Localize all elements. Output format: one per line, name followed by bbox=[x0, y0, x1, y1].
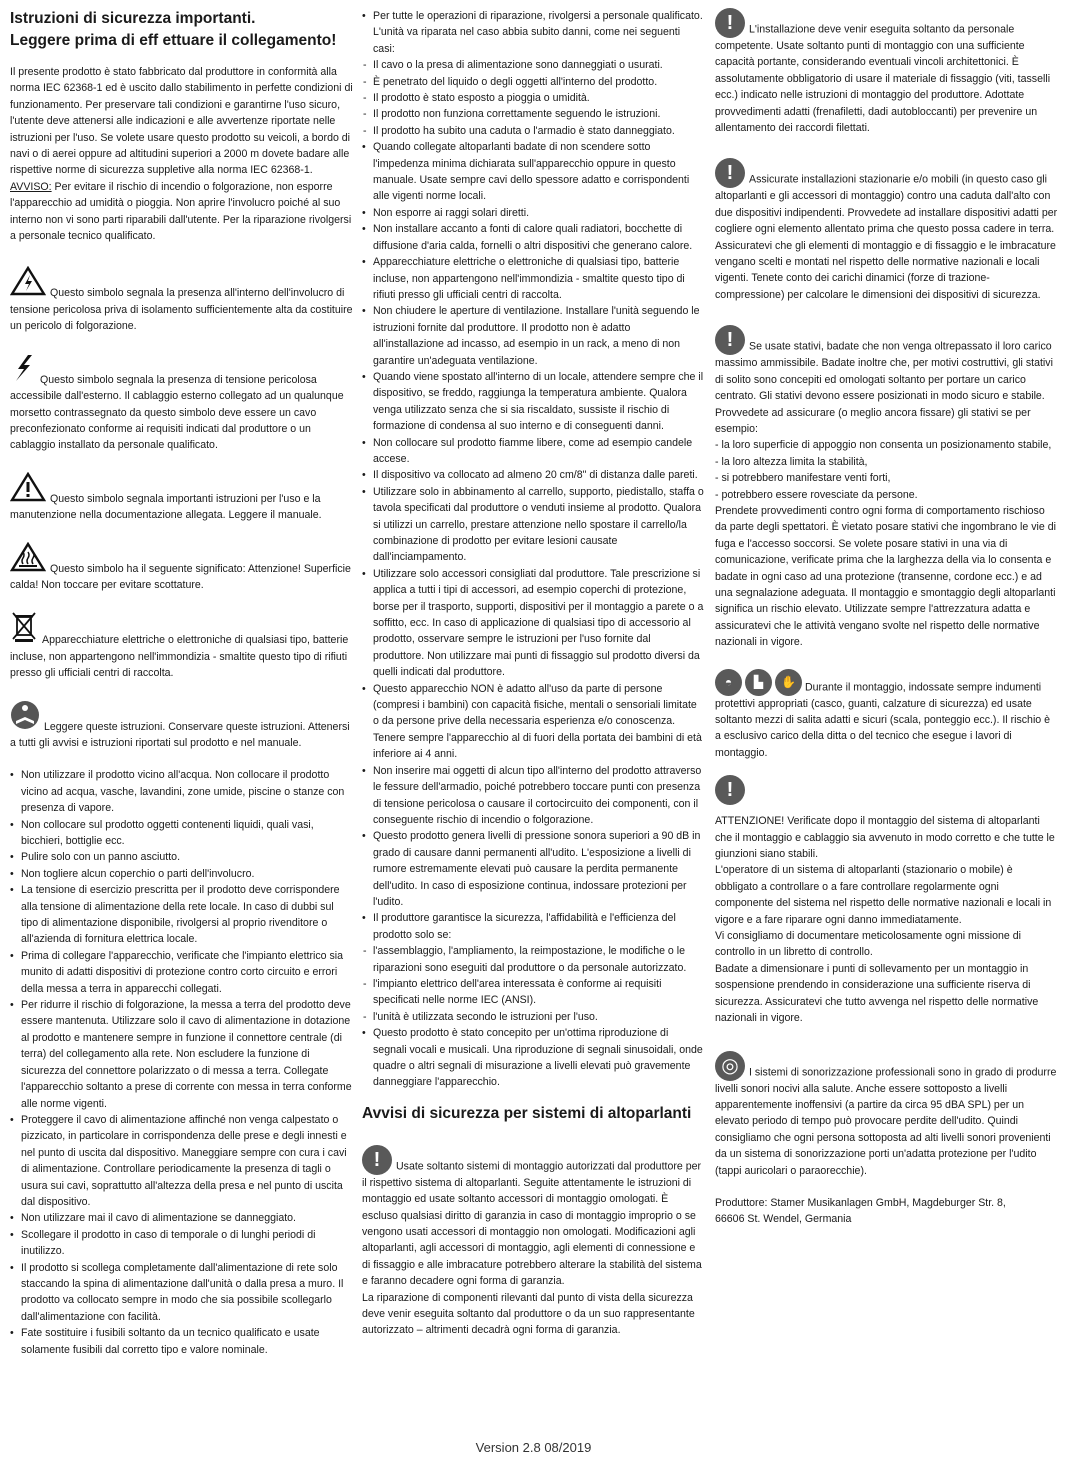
list-item: • La tensione di esercizio prescritta per il prodotto deve corrispondere alla tensione di alimentazione della rete locale. In caso di dubbi sul tipo di alimentazione disponibile, rivolgersi al proprio rivenditore o all'azienda di fornitura elettrica locale. bbox=[10, 882, 353, 948]
list-item: • Utilizzare solo accessori consigliati dal produttore. Tale prescrizione si applica a tutti i tipi di accessori, ad esempio coperchi di protezione, borse per il trasporto, supporti, dispositivi per il montaggio a parete o a soffitto, ecc. In caso di applicazione di qualsiasi tipo di accessorio al prodotto, osservare sempre le istruzioni per l'uso fornite dal produttore. Non utilizzare mai punti di fissaggio sul prodotto diversi da quelli indicati dal produttore. bbox=[362, 566, 704, 681]
producer-line-2: 66606 St. Wendel, Germania bbox=[715, 1213, 852, 1226]
list-item: • Non inserire mai oggetti di alcun tipo all'interno del prodotto attraverso le fessure dell'armadio, poiché potrebbero toccare punti con presenza di tensione pericolosa o causare il cortocircuito dei componenti, con il conseguente rischio di incendio o folgorazione. bbox=[362, 763, 704, 829]
list-item: • Utilizzare solo in abbinamento al carrello, supporto, piedistallo, staffa o tavola specificati dal produttore o venduti insieme al prodotto. Qualora si utilizzi un carrello, prestare attenzione nello spostare il carrello/la combinazione di prodotto per evitare lesioni causate dall'inciampamento. bbox=[362, 484, 704, 566]
notice-exclamation bbox=[10, 472, 353, 524]
column-left bbox=[10, 8, 353, 1358]
speaker-mounting-text: Usate soltanto sistemi di montaggio autorizzati dal produttore per il rispettivo sistema di altoparlanti. Seguite attentamente le istruzioni di montaggio ed usate soltanto accessori di montaggio omologati. È escluso qualsiasi diritto di garanzia in caso di montaggio improprio o se vengono usati accessori di montaggio non omologati. Modificazioni agli altoparlanti, agli accessori di montaggio, agli elementi di connessione e di fissaggio e alle imbracature potrebbero alterare la stabilità del sistema e faranno decadere ogni forma di garanzia. bbox=[362, 1160, 702, 1288]
producer-line-1: Produttore: Stamer Musikanlagen GmbH, Magdeburger Str. 8, bbox=[715, 1196, 1006, 1209]
fall-protection-text: Assicurate installazioni stazionarie e/o mobili (in questo caso gli altoparlanti e gli accessori di montaggio) contro una caduta dall'alto con due dispositivi indipendenti. Provvedete ad installare dispositivi adatti per cogliere ogni elemento allentato prima che questo possa cadere in terra. Assicuratevi che gli elementi di montaggio e di fissaggio e le imbracature vengano scelti e montati nel rispetto delle normative nazionali e locali vigenti. Tenete conto dei carichi dinamici (forze di trazione-compressione) per calcolare le dimensioni dei dispositivi di sicurezza. bbox=[715, 174, 1058, 301]
list-item: • Pulire solo con un panno asciutto. bbox=[10, 849, 353, 865]
list-item: • Questo apparecchio NON è adatto all'uso da parte di persone (compresi i bambini) con capacità fisiche, mentali o sensoriali limitate o da persone prive della necessaria esperienza e/o conoscenza. Tenere sempre l'apparecchio al di fuori della portata dei bambini di età inferiore ai 4 anni. bbox=[362, 681, 704, 763]
notice-weee-text: Apparecchiature elettriche o elettroniche di qualsiasi tipo, batterie incluse, non appartengono nell'immondizia - smaltite questo tipo di rifiuti presso gli ufficiali centri di raccolta. bbox=[10, 634, 349, 680]
notice-external-voltage-text: Questo simbolo segnala la presenza di tensione pericolosa accessibile dall'esterno. Il cablaggio esterno collegato ad un qualunque morsetto contrassegnato da questo simbolo deve essere un cavo preconfezionato conforme ai requisiti indicati dal produttore o un cablaggio installato da personale qualificato. bbox=[10, 373, 344, 452]
helmet-icon: ◓ bbox=[715, 669, 742, 696]
list-item: • Fate sostituire i fusibili soltanto da un tecnico qualificato e usate solamente fusibili dal corretto tipo e valore nominale. bbox=[10, 1325, 353, 1358]
attention-paragraph: ATTENZIONE! Verificate dopo il montaggio del sistema di altoparlanti che il montaggio e cablaggio sia avvenuto in modo corretto e che tutte le giunzioni siano stabili. bbox=[715, 815, 1055, 861]
repair-bullet bbox=[362, 8, 704, 57]
hearing-text: I sistemi di sonorizzazione professionali sono in grado di produrre livelli sonori nocivi alla salute. Anche essere sottoposto a livelli apparentemente inoffensivi (a partire da circa 95 dBA SPL) per un elevato periodo di tempo può provocare perdite dell'udito. Quindi consigliamo che ogni persona sottoposta ad alti livelli sonori provenienti da un sistema di sonorizzazione porti un'adatta protezione per l'udito (tappi auricolari o paraorecchie). bbox=[715, 1066, 1057, 1177]
ppe-paragraph bbox=[715, 669, 1058, 762]
hearing-paragraph bbox=[715, 1051, 1058, 1179]
signal-bullet bbox=[362, 1025, 704, 1091]
repair-warranty-paragraph: La riparazione di componenti rilevanti dal punto di vista della sicurezza deve venir eseguita soltanto dal produttore o da un suo rappresentante autorizzato – altrimenti decadrà ogni forma di garanzia. bbox=[362, 1291, 695, 1337]
warning-label: AVVISO: bbox=[10, 180, 52, 193]
list-item: - È penetrato del liquido o degli oggetti all'interno del prodotto. bbox=[362, 74, 704, 90]
list-item: - l'assemblaggio, l'ampliamento, la reimpostazione, le modifiche o le riparazioni sono eseguiti dal produttore o da personale autorizzato. bbox=[362, 943, 704, 976]
safety-bullet-list-2 bbox=[362, 139, 704, 943]
list-item: • Apparecchiature elettriche o elettroniche di qualsiasi tipo, batterie incluse, non appartengono nell'immondizia - smaltite questo tipo di rifiuti presso gli ufficiali centri di raccolta. bbox=[362, 254, 704, 303]
crossed-bin-icon bbox=[10, 611, 38, 648]
list-item: • Quando viene spostato all'interno di un locale, attendere sempre che il dispositivo, se freddo, raggiunga la temperatura ambiente. Qualora venga utilizzato senza che si sia riscaldato, sussiste il rischio di formazione di condensa al suo interno e di conseguenti danni. bbox=[362, 369, 704, 435]
notice-external-voltage bbox=[10, 353, 353, 454]
list-item: • Il produttore garantisce la sicurezza, l'affidabilità e l'efficienza del prodotto solo se: bbox=[362, 910, 704, 943]
list-item: - Il cavo o la presa di alimentazione sono danneggiati o usurati. bbox=[362, 57, 704, 73]
exclamation-circle-icon: ! bbox=[715, 158, 745, 188]
list-item: • Per ridurre il rischio di folgorazione, la messa a terra del prodotto deve essere mantenuta. Utilizzare solo il cavo di alimentazione in dotazione al prodotto e mantenere sempre in funzione il connettore centrale (di terra) del collegamento alla rete. Non escludere la funzione di sicurezza del connettore polarizzato o di messa a terra. Collegate l'apparecchio soltanto a prese di corrente con messa in terra conforme alle norme vigenti. bbox=[10, 997, 353, 1112]
ppe-text: Durante il montaggio, indossate sempre indumenti protettivi appropriati (casco, guanti, calzature di sicurezza) ed usate soltanto mezzi di salita adatti e sicuri (scala, ponteggio ecc.). Il rischio è a esclusivo carico della ditta o del tecnico che esegue i lavori di montaggio. bbox=[715, 681, 1051, 759]
attention-icon-row bbox=[715, 775, 1058, 805]
damage-cases-list bbox=[362, 57, 704, 139]
installation-paragraph bbox=[715, 8, 1058, 136]
spectators-paragraph: Prendete provvedimenti contro ogni forma di comportamento rischioso da parte degli spettatori. È vietato posare stativi che ingombrano le vie di fuga e l'accesso soccorsi. Se volete posare stativi in una via di comunicazione, verificate prima che la larghezza della via lo consenta e badate in ogni caso ad una protezione (transenne, cordone ecc.) e ad una segnalazione adeguata. Il montaggio e smontaggio degli altoparlanti significa un rischio elevato. Utilizzate sempre l'attrezzatura adatta e assicuratevi che le attività vengano svolte nel rispetto delle normative nazionali in vigore. bbox=[715, 504, 1056, 649]
list-item: - Il prodotto è stato esposto a pioggia o umidità. bbox=[362, 90, 704, 106]
notice-hot-surface-text: Questo simbolo ha il seguente significato: Attenzione! Superficie calda! Non toccare per evitare scottature. bbox=[10, 562, 351, 591]
list-item: - Il prodotto ha subito una caduta o l'armadio è stato danneggiato. bbox=[362, 123, 704, 139]
stands-condition: - si potrebbero manifestare venti forti, bbox=[715, 472, 891, 485]
title-line-2: Leggere prima di eff ettuare il collegamento! bbox=[10, 32, 337, 49]
notice-read-manual bbox=[10, 700, 353, 752]
list-item: • Il prodotto si scollega completamente dall'alimentazione di rete solo staccando la spina di alimentazione dall'unità o dalla presa a muro. Il prodotto va collocato sempre in modo che sia possibile scollegarlo dall'alimentazione con facilità. bbox=[10, 1260, 353, 1326]
list-item: • Non chiudere le aperture di ventilazione. Installare l'unità seguendo le istruzioni fornite dal produttore. Il prodotto non è adatto all'installazione ad incasso, ad esempio in un rack, a meno di non garantire un'adeguata ventilazione. bbox=[362, 303, 704, 369]
list-item: • Non utilizzare mai il cavo di alimentazione se danneggiato. bbox=[10, 1210, 353, 1226]
list-item: • Per tutte le operazioni di riparazione, rivolgersi a personale qualificato. L'unità va riparata nel caso abbia subito danni, come nei seguenti casi: bbox=[362, 8, 704, 57]
title-line-1: Istruzioni di sicurezza importanti. bbox=[10, 10, 256, 27]
list-item: • Non utilizzare il prodotto vicino all'acqua. Non collocare il prodotto vicino ad acqua, vasche, lavandini, zone umide, piscine o stanze con presenza di vapore. bbox=[10, 767, 353, 816]
list-item: • Il dispositivo va collocato ad almeno 20 cm/8" di distanza dalle pareti. bbox=[362, 467, 704, 483]
stands-text: Se usate stativi, badate che non venga oltrepassato il loro carico massimo ammissibile. Badate inoltre che, per motivi costruttivi, gli stativi di solito sono concepiti ed omologati soltanto per portare un carico centrato. Gli stativi devono essere posizionati in modo sicuro e stabile. Provvedete ad assicurare (o meglio ancora fissare) gli stativi se per esempio: bbox=[715, 340, 1053, 435]
installation-text: L'installazione deve venir eseguita soltanto da personale competente. Usate soltanto punti di montaggio con una sufficiente capacità portante, considerando eventuali vincoli architettonici. È assolutamente obbligatorio di usare il materiale di fissaggio (viti, tasselli ecc.) indicato nelle istruzioni di montaggio del produttore. Adottate provvedimenti adatti (frenafiletti, dadi autobloccanti) per prevenire un allentamento dei raccordi filettati. bbox=[715, 23, 1051, 135]
lightning-triangle-icon bbox=[10, 266, 46, 301]
list-item: • Proteggere il cavo di alimentazione affinché non venga calpestato o pizzicato, in particolare in corrispondenza delle prese e degli innesti e nel punto di uscita dal dispositivo. Maneggiare sempre con cura i cavi di alimentazione. Controllare periodicamente la presenza di tagli o usura sui cavi, soprattutto all'altezza della presa e nel punto di uscita dal dispositivo. bbox=[10, 1112, 353, 1210]
stands-condition: - potrebbero essere rovesciate da persone. bbox=[715, 488, 918, 501]
lifting-points-paragraph: Badate a dimensionare i punti di sollevamento per un montaggio in sospensione prendendo in considerazione una sufficiente riserva di sicurezza. Assicuratevi che tutto avvenga nel rispetto delle normative nazionali in vigore. bbox=[715, 962, 1039, 1025]
lightning-bolt-icon bbox=[10, 353, 36, 388]
operator-paragraph: L'operatore di un sistema di altoparlanti (stazionario o mobile) è obbligato a controllare o a fare controllare regolarmente ogni componente del sistema nel rispetto delle normative nazionali e locali in vigore e a fare riparare ogni danno immediatamente. bbox=[715, 864, 1052, 926]
fall-protection-paragraph bbox=[715, 158, 1058, 303]
notice-lightning bbox=[10, 266, 353, 334]
ear-protection-icon: ◎ bbox=[715, 1051, 745, 1081]
list-item: • Questo prodotto è stato concepito per un'ottima riproduzione di segnali vocali e musicali. Una riproduzione di segnali sinusoidali, onde quadre o altri segnali di misurazione a livelli elevati può gravemente danneggiare l'apparecchio. bbox=[362, 1025, 704, 1091]
list-item: • Non esporre ai raggi solari diretti. bbox=[362, 205, 704, 221]
list-item: • Questo prodotto genera livelli di pressione sonora superiori a 90 dB in grado di causare danni permanenti all'udito. L'esposizione a livelli di rumore estremamente elevati può causare la perdita permanente dell'udito. In caso di esposizione continua, indossare protezioni per l'udito. bbox=[362, 828, 704, 910]
page-title bbox=[10, 8, 353, 52]
exclamation-circle-icon: ! bbox=[715, 325, 745, 355]
warning-paragraph bbox=[10, 179, 353, 245]
exclamation-circle-icon: ! bbox=[362, 1145, 392, 1175]
column-right bbox=[715, 8, 1058, 1228]
warning-text: Per evitare il rischio di incendio o folgorazione, non esporre l'apparecchio ad umidità o pioggia. Non aprire l'involucro poiché al suo interno non vi sono parti riparabili dall'utente. Per la riparazione rivolgersi a personale tecnico qualificato. bbox=[10, 180, 352, 243]
boots-icon: ▙ bbox=[745, 669, 772, 696]
list-item: - l'impianto elettrico dell'area interessata è conforme ai requisiti specificati nelle norme IEC (ANSI). bbox=[362, 976, 704, 1009]
stands-condition: - la loro superficie di appoggio non consenta un posizionamento stabile, bbox=[715, 439, 1052, 452]
list-item: • Scollegare il prodotto in caso di temporale o di lunghi periodi di inutilizzo. bbox=[10, 1227, 353, 1260]
exclamation-circle-icon: ! bbox=[715, 8, 745, 38]
notice-read-manual-text: Leggere queste istruzioni. Conservare queste istruzioni. Attenersi a tutti gli avvisi e istruzioni riportati sul prodotto e nel manuale. bbox=[10, 720, 350, 749]
notice-hot-surface bbox=[10, 542, 353, 594]
list-item: - Il prodotto non funziona correttamente seguendo le istruzioni. bbox=[362, 106, 704, 122]
intro-paragraph: Il presente prodotto è stato fabbricato dal produttore in conformità alla norma IEC 62368-1 ed è uscito dallo stabilimento in perfette condizioni di funzionamento. Per preservare tali condizioni e garantirne l'uso sicuro, l'utente deve attenersi alle indicazioni e alle avvertenze riportate nelle istruzioni per l'uso. Se volete usare questo prodotto su veicoli, a bordo di navi o di aerei oppure ad altitudini superiori a 2000 m dovete badare alle rispettive norme di sicurezza suppletive alla norma IEC 62368-1. bbox=[10, 66, 353, 177]
list-item: • Non installare accanto a fonti di calore quali radiatori, bocchette di diffusione d'aria calda, fornelli o altri dispositivi che generano calore. bbox=[362, 221, 704, 254]
list-item: • Prima di collegare l'apparecchio, verificate che l'impianto elettrico sia munito di adatti dispositivi di protezione contro corto circuito e errori della messa a terra in apparecchi collegati. bbox=[10, 948, 353, 997]
read-manual-icon bbox=[10, 700, 40, 735]
section-heading-speakers: Avvisi di sicurezza per sistemi di altoparlanti bbox=[362, 1104, 692, 1122]
list-item: • Quando collegate altoparlanti badate di non scendere sotto l'impedenza minima dichiarata sull'apparecchio oppure in questo manuale. Usate sempre cavi dello spessore adatto e corrispondenti alle vigenti norme locali. bbox=[362, 139, 704, 205]
safety-bullet-list bbox=[10, 767, 353, 1358]
speaker-mounting-paragraph bbox=[362, 1145, 704, 1290]
version-footer: Version 2.8 08/2019 bbox=[475, 1440, 592, 1455]
notice-lightning-text: Questo simbolo segnala la presenza all'interno dell'involucro di tensione pericolosa priva di isolamento sufficientemente alta da costituire un pericolo di folgorazione. bbox=[10, 287, 353, 333]
notice-weee bbox=[10, 611, 353, 681]
exclamation-triangle-icon bbox=[10, 472, 46, 507]
producer-address bbox=[715, 1195, 1058, 1228]
list-item: • Non collocare sul prodotto fiamme libere, come ad esempio candele accese. bbox=[362, 435, 704, 468]
manufacturer-conditions-list bbox=[362, 943, 704, 1025]
logbook-paragraph: Vi consigliamo di documentare meticolosamente ogni missione di controllo in un libretto di controllo. bbox=[715, 930, 1022, 959]
list-item: • Non collocare sul prodotto oggetti contenenti liquidi, quali vasi, bicchieri, bottiglie ecc. bbox=[10, 817, 353, 850]
stands-paragraph bbox=[715, 325, 1058, 437]
list-item: • Non togliere alcun coperchio o parti dell'involucro. bbox=[10, 866, 353, 882]
notice-exclamation-text: Questo simbolo segnala importanti istruzioni per l'uso e la manutenzione nella documentazione allegata. Leggere il manuale. bbox=[10, 492, 322, 522]
gloves-icon: ✋ bbox=[775, 669, 802, 696]
hot-surface-icon bbox=[10, 542, 46, 577]
stands-condition: - la loro altezza limita la stabilità, bbox=[715, 455, 868, 468]
list-item: - l'unità è utilizzata secondo le istruzioni per l'uso. bbox=[362, 1009, 704, 1025]
column-middle bbox=[362, 8, 704, 1339]
exclamation-circle-icon: ! bbox=[715, 775, 745, 805]
